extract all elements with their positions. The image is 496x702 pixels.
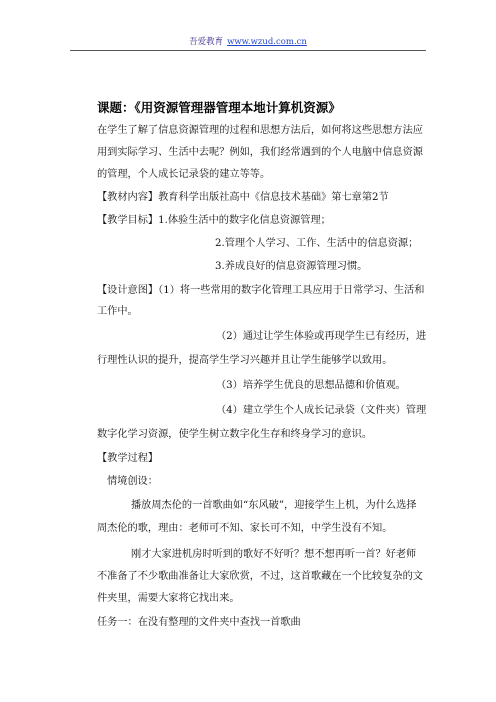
content-line: 【教材内容】教育科学出版社高中《信息技术基础》第七章第2节 — [97, 192, 389, 203]
goal-line-2: 2.管理个人学习、工作、生活中的信息资源； — [215, 238, 419, 249]
design-line-4a: （4）建立学生个人成长记录袋（文件夹）管理 — [216, 405, 427, 416]
design-line-1b: 工作中。 — [97, 306, 138, 317]
lesson-title: 课题：《用资源管理器管理本地计算机资源》 — [97, 100, 341, 115]
design-line-1a: 【设计意图】（1）将一些常用的数字化管理工具应用于日常学习、生活和 — [97, 285, 425, 296]
scene-label: 情境创设： — [107, 476, 158, 487]
goal-line-3: 3.养成良好的信息资源管理习惯。 — [215, 261, 368, 272]
process-heading: 【教学过程】 — [97, 453, 159, 464]
intro-line-1: 在学生了解了信息资源管理的过程和思想方法后，如何将这些思想方法应 — [97, 125, 423, 136]
design-line-2b: 行理性认识的提升，提高学生学习兴趣并且让学生能够学以致用。 — [97, 355, 393, 366]
process-para-1b: 周杰伦的歌，理由：老师可不知、家长可不知，中学生没有不知。 — [97, 523, 393, 534]
process-para-1a: 播放周杰伦的一首歌曲如“东风破”，迎接学生上机，为什么选择 — [131, 500, 417, 511]
process-para-2a: 刚才大家进机房时听到的歌好不好听？想不想再听一首？好老师 — [131, 549, 417, 560]
intro-line-2: 用到实际学习、生活中去呢？例如，我们经常遇到的个人电脑中信息资源 — [97, 147, 423, 158]
task-1-heading: 任务一：在没有整理的文件夹中查找一首歌曲 — [97, 617, 301, 628]
process-para-2b: 不准备了不少歌曲准备让大家欣赏，不过，这首歌藏在一个比较复杂的文 — [97, 571, 423, 582]
goal-line-1: 【教学目标】1.体验生活中的数字化信息资源管理； — [97, 215, 331, 226]
page-header — [70, 37, 426, 51]
header-site-name: 吾爱教育 — [189, 37, 224, 47]
process-para-2c: 件夹里，需要大家将它找出来。 — [97, 593, 240, 604]
intro-line-3: 的管理，个人成长记录袋的建立等等。 — [97, 169, 271, 180]
design-line-2a: （2）通过让学生体验或再现学生已有经历，进 — [216, 331, 427, 342]
design-line-4b: 数字化学习资源，使学生树立数字化生存和终身学习的意识。 — [97, 429, 373, 440]
header-site-link[interactable]: www.wzud.com.cn — [227, 37, 307, 47]
design-line-3: （3）培养学生优良的思想品德和价值观。 — [216, 380, 406, 391]
